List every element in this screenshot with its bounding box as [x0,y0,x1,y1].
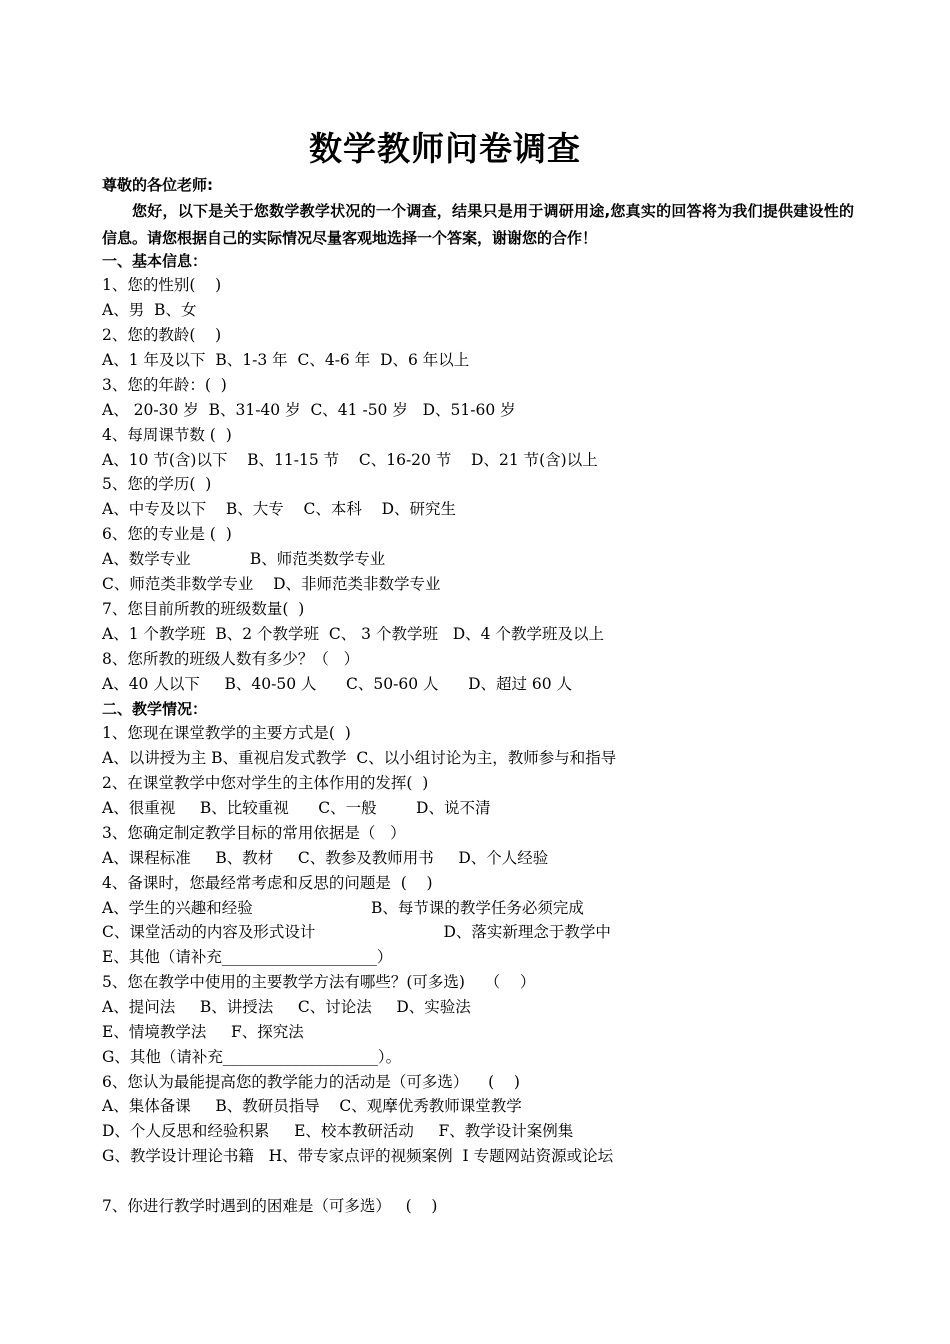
options: C、师范类非数学专业 D、非师范类非数学专业 [102,575,441,593]
question: 7、你进行教学时遇到的困难是（可多选） ( ) [102,1197,438,1215]
options: C、课堂活动的内容及形式设计 D、落实新理念于教学中 [102,923,611,941]
options: A、集体备课 B、教研员指导 C、观摩优秀教师课堂教学 [102,1097,522,1115]
question: 5、您在教学中使用的主要教学方法有哪些？(可多选) （ ） [102,973,536,991]
options: A、1 年及以下 B、1-3 年 C、4-6 年 D、6 年以上 [102,351,470,369]
options: D、个人反思和经验积累 E、校本教研活动 F、教学设计案例集 [102,1122,574,1140]
options: A、1 个教学班 B、2 个教学班 C、 3 个教学班 D、4 个教学班及以上 [102,625,604,643]
options: A、很重视 B、比较重视 C、一般 D、说不清 [102,799,491,817]
question: 5、您的学历( ) [102,475,212,493]
question: 6、您的专业是 ( ) [102,525,232,543]
intro-paragraph: 您好，以下是关于您数学教学状况的一个调查，结果只是用于调研用途,您真实的回答将为我们提供建设性的信息。请您根据自己的实际情况尽量客观地选择一个答案，谢谢您的合作！ [102,202,854,247]
question: 4、每周课节数 ( ) [102,426,232,444]
options: G、教学设计理论书籍 H、带专家点评的视频案例 I 专题网站资源或论坛 [102,1147,614,1165]
options: A、提问法 B、讲授法 C、讨论法 D、实验法 [102,998,471,1016]
options: A、男 B、女 [102,301,197,319]
section-heading: 二、教学情况： [102,700,208,718]
question: 2、在课堂教学中您对学生的主体作用的发挥( ) [102,774,429,792]
question: 4、备课时，您最经常考虑和反思的问题是 ( ) [102,874,433,892]
options: E、其他（请补充____________________） [102,948,393,966]
greeting: 尊敬的各位老师: [102,176,213,194]
question: 3、您的年龄：( ) [102,376,227,394]
options: A、中专及以下 B、大专 C、本科 D、研究生 [102,500,456,518]
options: A、数学专业 B、师范类数学专业 [102,550,386,568]
question: 2、您的教龄( ) [102,326,222,344]
options: A、40 人以下 B、40-50 人 C、50-60 人 D、超过 60 人 [102,675,573,693]
question: 1、您现在课堂教学的主要方式是( ) [102,724,351,742]
options: A、课程标准 B、教材 C、教参及教师用书 D、个人经验 [102,849,549,867]
question: 3、您确定制定教学目标的常用依据是（ ） [102,824,406,842]
options: A、学生的兴趣和经验 B、每节课的教学任务必须完成 [102,899,584,917]
question: 7、您目前所教的班级数量( ) [102,600,305,618]
section-heading: 一、基本信息： [102,252,208,270]
question: 1、您的性别( ) [102,276,222,294]
options: A、 20-30 岁 B、31-40 岁 C、41 -50 岁 D、51-60 岁 [102,401,516,419]
question: 6、您认为最能提高您的教学能力的活动是（可多选） ( ) [102,1073,520,1091]
question: 8、您所教的班级人数有多少？（ ） [102,650,360,668]
options: A、10 节(含)以下 B、11-15 节 C、16-20 节 D、21 节(含)以上 [102,451,598,469]
options: A、以讲授为主 B、重视启发式教学 C、以小组讨论为主，教师参与和指导 [102,749,617,767]
options: G、其他（请补充____________________）。 [102,1048,402,1066]
page-title: 数学教师问卷调查 [309,129,581,168]
options: E、情境教学法 F、探究法 [102,1023,304,1041]
